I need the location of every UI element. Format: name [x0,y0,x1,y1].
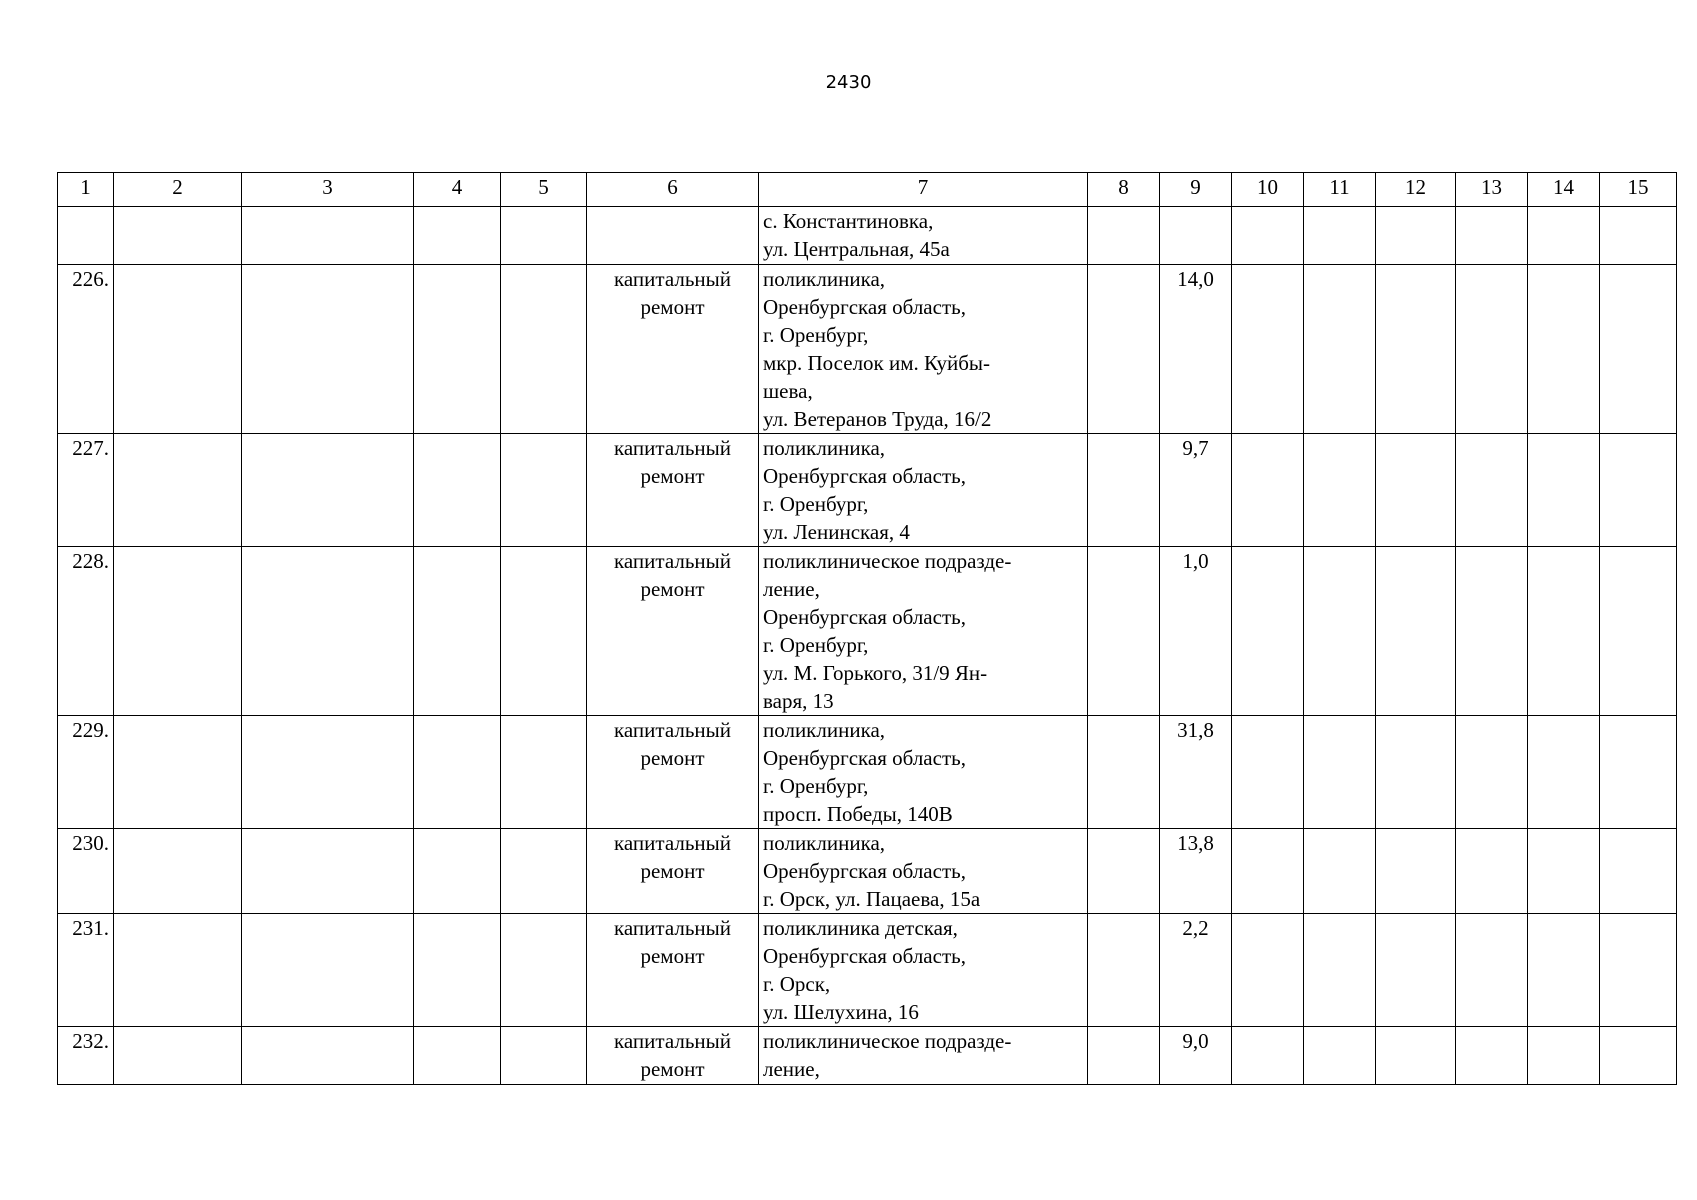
column-header-8: 8 [1088,173,1160,207]
text-line: ремонт [640,295,705,319]
text-line: капитальный [614,831,731,855]
object-cell [759,265,1088,434]
empty-cell [1528,265,1600,434]
empty-cell [414,207,501,265]
empty-cell [501,716,587,829]
value-cell: 1,0 [1160,547,1232,716]
text-line: Оренбургская область, [763,295,966,319]
empty-cell [1304,207,1376,265]
column-header-2: 2 [114,173,242,207]
column-header-15: 15 [1600,173,1677,207]
empty-cell [1528,1027,1600,1085]
value-cell: 14,0 [1160,265,1232,434]
object-cell [759,829,1088,914]
empty-cell [1088,207,1160,265]
empty-cell [414,829,501,914]
empty-cell [1600,716,1677,829]
empty-cell [1232,1027,1304,1085]
text-line: Оренбургская область, [763,464,966,488]
empty-cell [242,716,414,829]
empty-cell [1088,1027,1160,1085]
object-cell [759,914,1088,1027]
text-line: Оренбургская область, [763,746,966,770]
empty-cell [1600,547,1677,716]
empty-cell [1304,914,1376,1027]
register-table [57,172,1677,1085]
row-number: 231. [58,914,114,1027]
empty-cell [414,265,501,434]
empty-cell [1088,547,1160,716]
work-type-cell [587,1027,759,1085]
value-cell: 31,8 [1160,716,1232,829]
empty-cell [1456,829,1528,914]
empty-cell [1456,434,1528,547]
empty-cell [1304,1027,1376,1085]
empty-cell [1232,547,1304,716]
table-row [58,434,1677,547]
text-line: поликлиника, [763,436,886,460]
work-type-cell [587,434,759,547]
empty-cell [242,265,414,434]
text-line: г. Оренбург, [763,633,869,657]
text-line: ул. Центральная, 45а [763,237,950,261]
text-line: капитальный [614,718,731,742]
empty-cell [1088,434,1160,547]
empty-cell [1088,716,1160,829]
text-line: ремонт [640,464,705,488]
value-cell: 13,8 [1160,829,1232,914]
empty-cell [1600,829,1677,914]
work-type-cell [587,265,759,434]
text-line: ул. Ветеранов Труда, 16/2 [763,407,992,431]
empty-cell [1456,265,1528,434]
text-line: капитальный [614,549,731,573]
empty-cell [414,1027,501,1085]
text-line: поликлиника, [763,267,886,291]
empty-cell [1456,547,1528,716]
work-type-cell [587,716,759,829]
empty-cell [414,434,501,547]
table-row [58,265,1677,434]
column-header-9: 9 [1160,173,1232,207]
text-line: ление, [763,1057,820,1081]
page-number: 2430 [825,72,872,93]
empty-cell [414,716,501,829]
empty-cell [414,914,501,1027]
table-row [58,914,1677,1027]
text-line: г. Орск, ул. Пацаева, 15а [763,887,981,911]
empty-cell [114,1027,242,1085]
empty-cell [114,914,242,1027]
table-row [58,829,1677,914]
empty-cell [1456,716,1528,829]
empty-cell [1232,434,1304,547]
value-cell: 9,7 [1160,434,1232,547]
object-cell [759,434,1088,547]
empty-cell [1600,207,1677,265]
text-line: Оренбургская область, [763,605,966,629]
text-line: мкр. Поселок им. Куйбы- [763,351,990,375]
empty-cell [242,434,414,547]
text-line: шева, [763,379,813,403]
work-type-cell [587,914,759,1027]
empty-cell [1304,434,1376,547]
empty-cell [114,207,242,265]
row-number: 232. [58,1027,114,1085]
text-line: г. Оренбург, [763,774,869,798]
text-line: г. Оренбург, [763,492,869,516]
object-cell [759,207,1088,265]
text-line: ремонт [640,1057,705,1081]
row-number: 230. [58,829,114,914]
text-line: ремонт [640,746,705,770]
empty-cell [1304,547,1376,716]
empty-cell [1232,716,1304,829]
empty-cell [1600,265,1677,434]
text-line: ление, [763,577,820,601]
empty-cell [242,207,414,265]
row-number: 228. [58,547,114,716]
empty-cell [501,1027,587,1085]
empty-cell [501,434,587,547]
text-line: ул. Ленинская, 4 [763,520,910,544]
table-row [58,1027,1677,1085]
column-header-14: 14 [1528,173,1600,207]
empty-cell [114,829,242,914]
empty-cell [1456,914,1528,1027]
text-line: ремонт [640,859,705,883]
object-cell [759,716,1088,829]
empty-cell [1600,914,1677,1027]
row-number: 227. [58,434,114,547]
empty-cell [1456,1027,1528,1085]
empty-cell [114,716,242,829]
empty-cell [1376,207,1456,265]
text-line: капитальный [614,1029,731,1053]
empty-cell [1528,207,1600,265]
empty-cell [1160,207,1232,265]
table-row [58,547,1677,716]
text-line: поликлиническое подразде- [763,1029,1012,1053]
empty-cell [114,547,242,716]
empty-cell [1376,716,1456,829]
empty-cell [114,265,242,434]
empty-cell [1088,265,1160,434]
value-cell: 2,2 [1160,914,1232,1027]
empty-cell [1376,547,1456,716]
empty-cell [242,914,414,1027]
empty-cell [501,829,587,914]
empty-cell [114,434,242,547]
empty-cell [1376,265,1456,434]
empty-cell [1304,265,1376,434]
text-line: варя, 13 [763,689,834,713]
empty-cell [1600,434,1677,547]
text-line: г. Оренбург, [763,323,869,347]
text-line: ул. Шелухина, 16 [763,1000,919,1024]
text-line: ул. М. Горького, 31/9 Ян- [763,661,988,685]
empty-cell [1376,434,1456,547]
text-line: капитальный [614,436,731,460]
empty-cell [1304,829,1376,914]
empty-cell [242,1027,414,1085]
text-line: просп. Победы, 140В [763,802,953,826]
column-header-12: 12 [1376,173,1456,207]
column-header-3: 3 [242,173,414,207]
empty-cell [1528,547,1600,716]
empty-cell [501,547,587,716]
column-header-6: 6 [587,173,759,207]
empty-cell [1232,914,1304,1027]
empty-cell [1376,914,1456,1027]
empty-cell [1528,716,1600,829]
object-cell [759,547,1088,716]
empty-cell [1376,829,1456,914]
work-type-cell [587,547,759,716]
text-line: г. Орск, [763,972,831,996]
row-number: 229. [58,716,114,829]
column-header-11: 11 [1304,173,1376,207]
column-header-10: 10 [1232,173,1304,207]
text-line: капитальный [614,267,731,291]
text-line: с. Константиновка, [763,209,934,233]
empty-cell [1600,1027,1677,1085]
empty-cell [58,207,114,265]
empty-cell [1088,914,1160,1027]
empty-cell [587,207,759,265]
empty-cell [501,207,587,265]
text-line: ремонт [640,944,705,968]
empty-cell [1232,207,1304,265]
empty-cell [1232,829,1304,914]
empty-cell [1232,265,1304,434]
empty-cell [1528,434,1600,547]
text-line: поликлиника детская, [763,916,958,940]
object-cell [759,1027,1088,1085]
text-line: поликлиническое подразде- [763,549,1012,573]
row-number: 226. [58,265,114,434]
column-header-4: 4 [414,173,501,207]
empty-cell [501,914,587,1027]
empty-cell [1528,914,1600,1027]
text-line: поликлиника, [763,831,886,855]
empty-cell [1088,829,1160,914]
text-line: капитальный [614,916,731,940]
text-line: поликлиника, [763,718,886,742]
empty-cell [1304,716,1376,829]
empty-cell [1456,207,1528,265]
text-line: ремонт [640,577,705,601]
text-line: Оренбургская область, [763,944,966,968]
empty-cell [242,547,414,716]
value-cell: 9,0 [1160,1027,1232,1085]
column-number-row [58,173,1677,207]
column-header-1: 1 [58,173,114,207]
table-row-continuation [58,207,1677,265]
table-row [58,716,1677,829]
column-header-7: 7 [759,173,1088,207]
column-header-5: 5 [501,173,587,207]
column-header-13: 13 [1456,173,1528,207]
empty-cell [414,547,501,716]
empty-cell [242,829,414,914]
work-type-cell [587,829,759,914]
empty-cell [1528,829,1600,914]
empty-cell [1376,1027,1456,1085]
text-line: Оренбургская область, [763,859,966,883]
empty-cell [501,265,587,434]
